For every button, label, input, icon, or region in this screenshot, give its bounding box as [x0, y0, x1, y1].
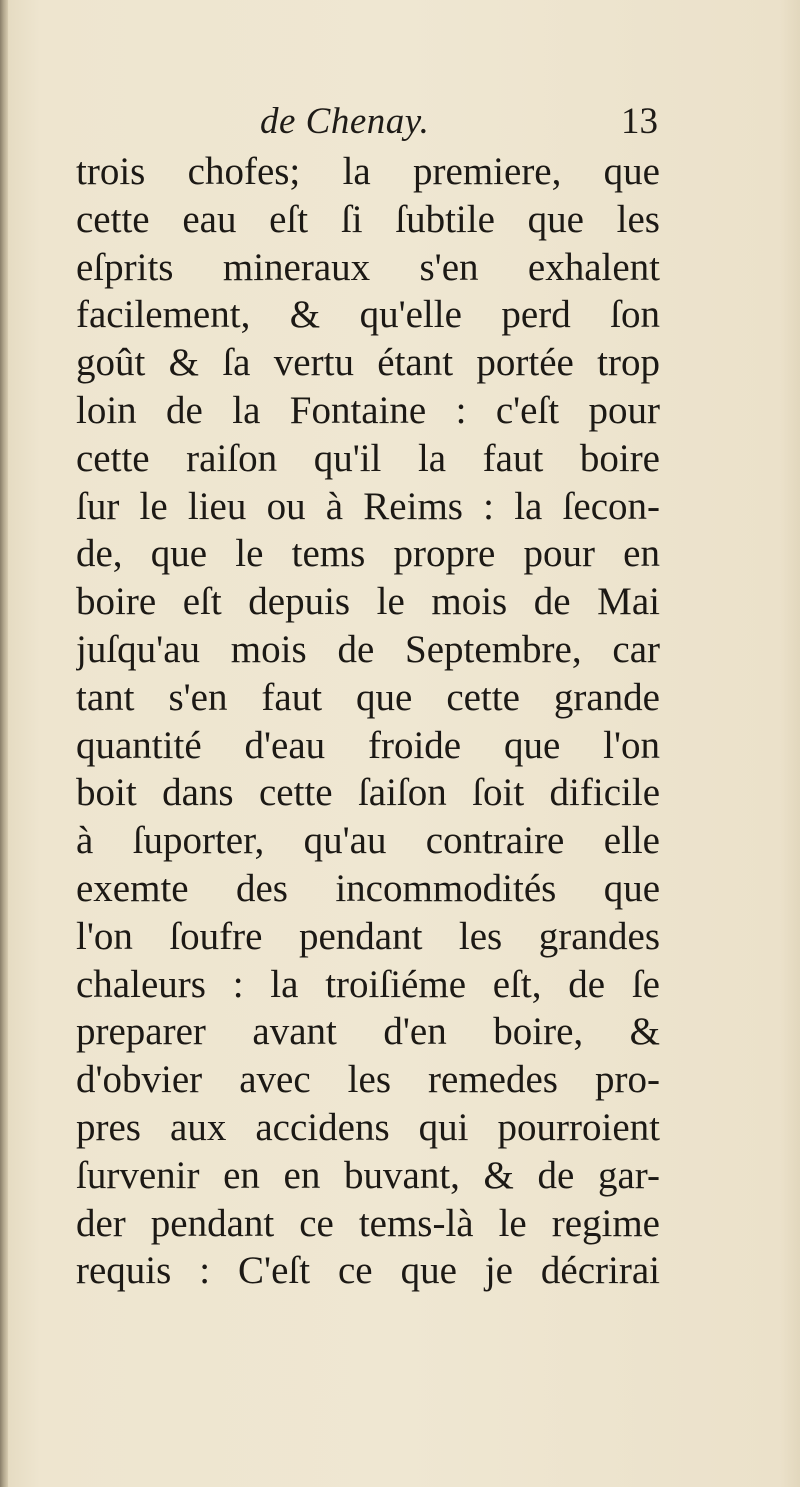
text-line: cette raiſon qu'il la faut boire: [76, 436, 660, 480]
text-line: eſprits mineraux s'en exhalent: [76, 245, 660, 289]
text-line: exemte des incommodités que: [76, 866, 660, 910]
body-text: [76, 148, 660, 1295]
text-line: pres aux accidens qui pourroient: [76, 1105, 660, 1149]
text-line: boire eſt depuis le mois de Mai: [76, 580, 660, 624]
text-line: goût & ſa vertu étant portée trop: [76, 341, 660, 385]
text-line: requis : C'eſt ce que je décrirai: [76, 1249, 660, 1293]
text-line: de, que le tems propre pour en: [76, 532, 660, 576]
text-line: chaleurs : la troiſiéme eſt, de ſe: [76, 962, 660, 1006]
text-line: ſurvenir en en buvant, & de gar-: [76, 1153, 660, 1197]
text-line: loin de la Fontaine : c'eſt pour: [76, 388, 660, 432]
text-line: juſqu'au mois de Septembre, car: [76, 627, 660, 671]
page-gutter: [0, 0, 8, 1487]
page-header: [78, 98, 658, 148]
text-line: preparer avant d'en boire, &: [76, 1010, 660, 1054]
text-line: l'on ſoufre pendant les grandes: [76, 914, 660, 958]
text-line: à ſuporter, qu'au contraire elle: [76, 819, 660, 863]
running-title: de Chenay.: [260, 101, 430, 142]
text-line: d'obvier avec les remedes pro-: [76, 1058, 660, 1102]
text-line: cette eau eſt ſi ſubtile que les: [76, 197, 660, 241]
text-line: der pendant ce tems-là le regime: [76, 1201, 660, 1245]
text-line: quantité d'eau froide que l'on: [76, 723, 660, 767]
text-line: boit dans cette ſaiſon ſoit dificile: [76, 771, 660, 815]
page-number: 13: [621, 101, 658, 142]
text-line: facilement, & qu'elle perd ſon: [76, 293, 660, 337]
text-line: tant s'en faut que cette grande: [76, 675, 660, 719]
text-line: trois chofes; la premiere, que: [76, 150, 660, 193]
text-line: ſur le lieu ou à Reims : la ſecon-: [76, 484, 660, 528]
